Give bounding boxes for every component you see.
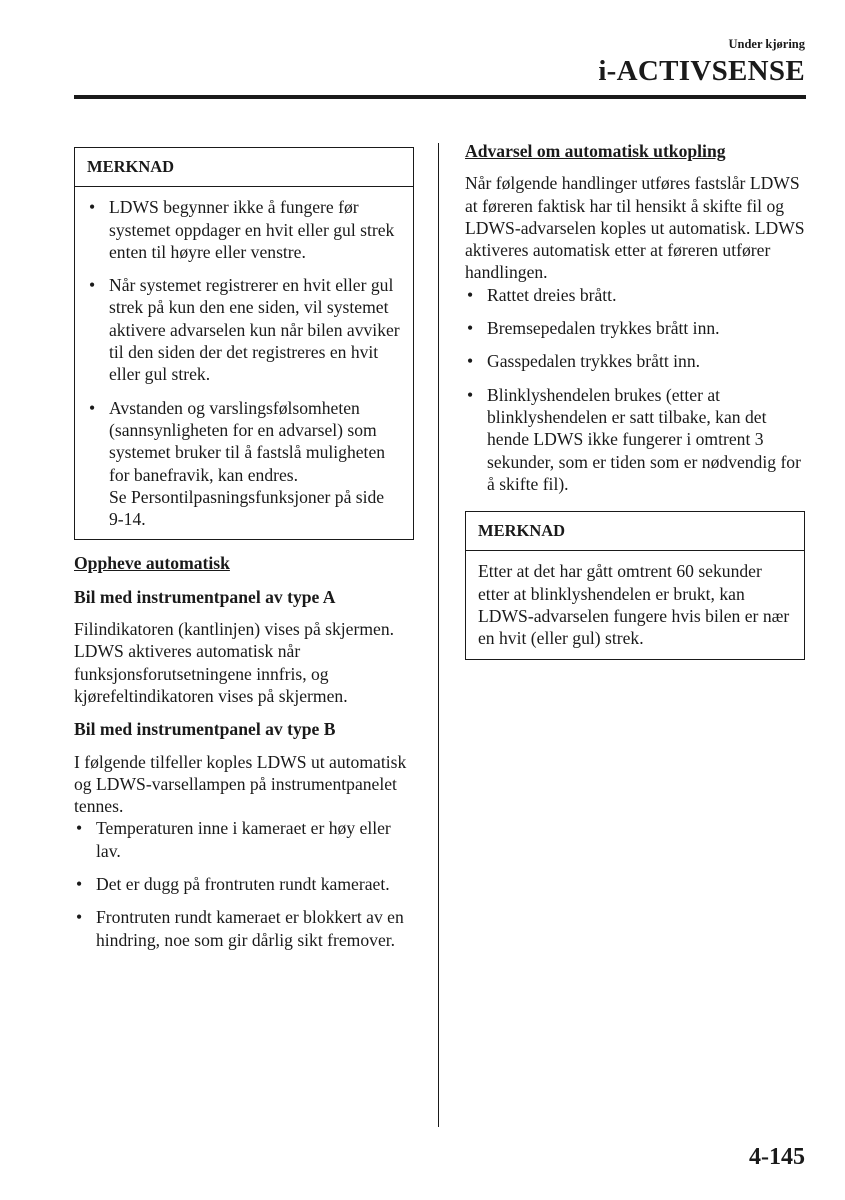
list-item-text: Avstanden og varslingsfølsomheten (sannsynligheten for en advarsel) som systemet bruker til å fastslå muligheten for banefravik, kan endres. — [109, 397, 386, 485]
page-title: i-ACTIVSENSE — [598, 55, 805, 87]
note-heading: MERKNAD — [75, 148, 413, 187]
action-list — [465, 284, 805, 495]
column-divider — [438, 143, 439, 1127]
chapter-label: Under kjøring — [728, 37, 805, 51]
note-list — [87, 196, 401, 530]
cross-reference: Se Persontilpasningsfunksjoner på side 9-14. — [109, 486, 385, 530]
note-body: Etter at det har gått omtrent 60 sekunder etter at blinklyshendelen er brukt, kan LDWS-advarselen fungere hvis bilen er nær en hvit (eller gul) strek. — [478, 561, 790, 649]
right-column — [465, 140, 805, 660]
left-column — [74, 140, 414, 951]
condition-list — [74, 817, 414, 950]
list-item: • Det er dugg på frontruten rundt kameraet. — [74, 873, 414, 895]
paragraph: I følgende tilfeller koples LDWS ut automatisk og LDWS-varsellampen på instrumentpanelet tennes. — [74, 751, 407, 817]
list-item: • Blinklyshendelen brukes (etter at blinklyshendelen er satt tilbake, kan det hende LDWS ikke fungerer i omtrent 3 sekunder, som er tiden som er nødvendig for å skifte fil). — [465, 384, 805, 495]
paragraph — [74, 618, 414, 707]
list-item: • Temperaturen inne i kameraet er høy eller lav. — [74, 817, 414, 862]
list-item — [87, 397, 401, 531]
section-title-cancel: Oppheve automatisk — [74, 553, 230, 574]
note-heading: MERKNAD — [466, 512, 804, 551]
list-item: • Når systemet registrerer en hvit eller gul strek på kun den ene siden, vil systemet aktivere advarselen kun når bilen avviker til den siden der det registreres en hvit eller gul strek. — [87, 274, 401, 385]
note-box-1 — [74, 147, 414, 540]
list-item: • Bremsepedalen trykkes brått inn. — [465, 317, 805, 339]
list-item: • Rattet dreies brått. — [465, 284, 805, 306]
list-item: • Gasspedalen trykkes brått inn. — [465, 350, 805, 372]
page-number: 4-145 — [749, 1144, 805, 1170]
subheading-type-a: Bil med instrumentpanel av type A — [74, 586, 336, 607]
header-rule — [74, 95, 806, 99]
note-box-2 — [465, 511, 805, 659]
paragraph: Når følgende handlinger utføres fastslår LDWS at føreren faktisk har til hensikt å skifte fil og LDWS-advarselen koples ut automatisk. LDWS aktiveres automatisk etter at føreren utfører handlingen. — [465, 173, 805, 283]
paragraph-line: Filindikatoren (kantlinjen) vises på skjermen. — [74, 619, 395, 640]
paragraph-line: LDWS aktiveres automatisk når funksjonsforutsetningene innfris, og kjørefeltindikatoren vises på skjermen. — [74, 641, 348, 706]
section-title-auto-cancel: Advarsel om automatisk utkopling — [465, 141, 726, 161]
subheading-type-b: Bil med instrumentpanel av type B — [74, 719, 336, 740]
note-body — [75, 187, 413, 539]
list-item: • Frontruten rundt kameraet er blokkert av en hindring, noe som gir dårlig sikt fremover. — [74, 906, 414, 951]
list-item: • LDWS begynner ikke å fungere før systemet oppdager en hvit eller gul strek enten til høyre eller venstre. — [87, 196, 401, 263]
